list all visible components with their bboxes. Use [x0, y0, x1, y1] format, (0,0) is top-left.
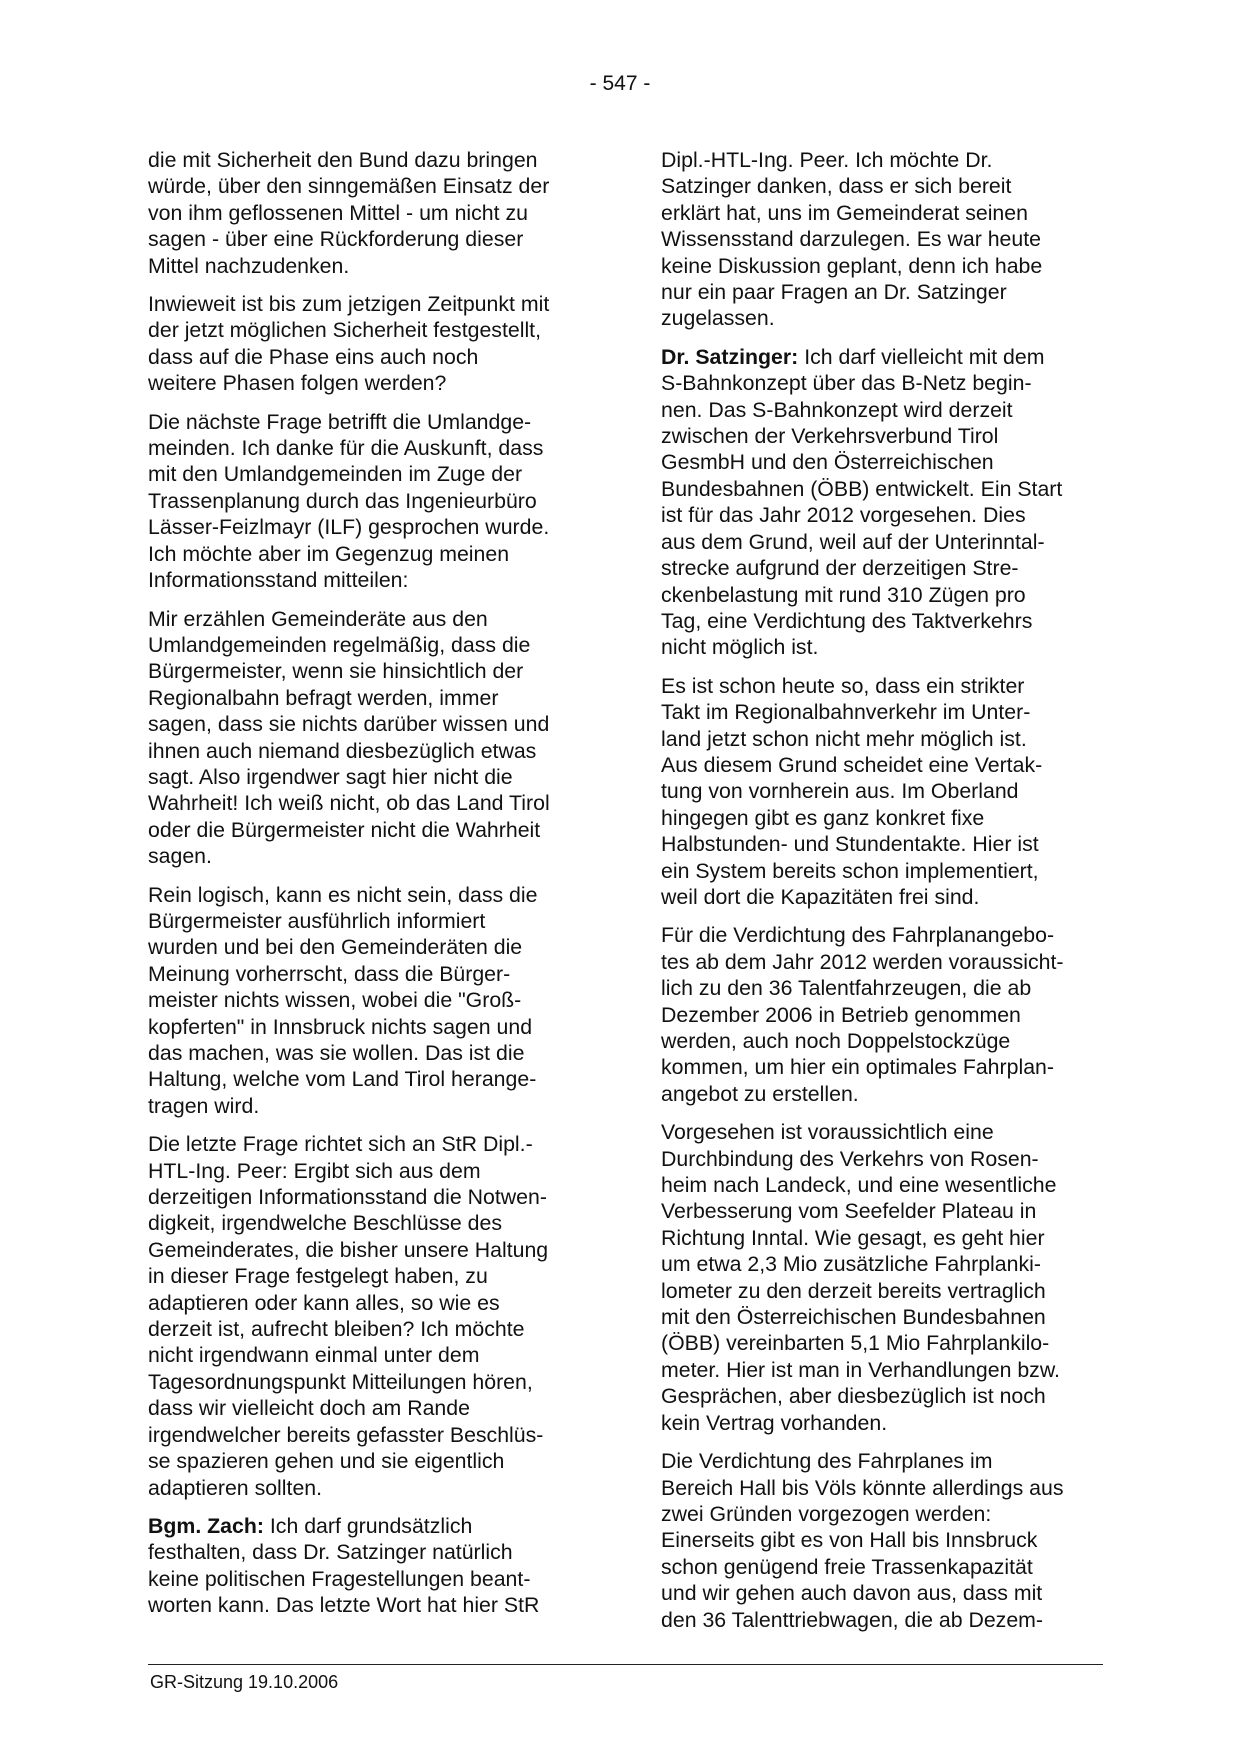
text-line: sagt. Also irgendwer sagt hier nicht die [148, 764, 513, 789]
text-line: Satzinger danken, dass er sich bereit [661, 174, 1012, 199]
text-line: kopferten" in Innsbruck nichts sagen und [148, 1014, 533, 1039]
text-line: weitere Phasen folgen werden? [148, 371, 447, 396]
text-line: sagen, dass sie nichts darüber wissen und [148, 712, 550, 737]
text-line: lometer zu den derzeit bereits vertraglich [661, 1278, 1046, 1303]
text-line: weil dort die Kapazitäten frei sind. [661, 884, 980, 909]
text-line: kein Vertrag vorhanden. [661, 1410, 888, 1435]
text-line: Mir erzählen Gemeinderäte aus den [148, 606, 488, 631]
text-line: Rein logisch, kann es nicht sein, dass die [148, 882, 538, 907]
text-line: nur ein paar Fragen an Dr. Satzinger [661, 280, 1007, 305]
text-line: zwischen der Verkehrsverbund Tirol [661, 424, 999, 449]
text-line: Gesprächen, aber diesbezüglich ist noch [661, 1384, 1046, 1409]
text-line: Informationsstand mitteilen: [148, 568, 409, 593]
text-line: keine Diskussion geplant, denn ich habe [661, 253, 1043, 278]
text-line: das machen, was sie wollen. Das ist die [148, 1041, 525, 1065]
text-line: Richtung Inntal. Wie gesagt, es geht hier [661, 1225, 1045, 1250]
text-line: schon genügend freie Trassenkapazität [661, 1554, 1033, 1579]
paragraph [148, 1131, 588, 1501]
text-line: kommen, um hier ein optimales Fahrplan- [661, 1055, 1054, 1080]
text-line: se spazieren gehen und sie eigentlich [148, 1449, 505, 1474]
paragraph [661, 344, 1111, 661]
paragraph [148, 147, 588, 279]
text-line: von ihm geflossenen Mittel - um nicht zu [148, 200, 528, 225]
text-line: Für die Verdichtung des Fahrplanangebo- [661, 923, 1055, 948]
text-line: um etwa 2,3 Mio zusätzliche Fahrplanki- [661, 1252, 1041, 1277]
text-line: worten kann. Das letzte Wort hat hier StR [148, 1593, 540, 1618]
text-line: irgendwelcher bereits gefasster Beschlüs- [148, 1422, 544, 1447]
text-line: mit den Österreichischen Bundesbahnen [661, 1305, 1046, 1330]
text-line: lich zu den 36 Talentfahrzeugen, die ab [661, 976, 1032, 1001]
text-line: dass auf die Phase eins auch noch [148, 344, 479, 369]
text-line: zugelassen. [661, 306, 775, 331]
text-line: ein System bereits schon implementiert, [661, 858, 1039, 883]
text-line: mit den Umlandgemeinden im Zuge der [148, 462, 523, 487]
text-line: Ich darf grundsätzlich [263, 1513, 473, 1538]
text-line: Dipl.-HTL-Ing. Peer. Ich möchte Dr. [661, 148, 993, 172]
paragraph [148, 409, 588, 594]
text-line: Aus diesem Grund scheidet eine Vertak- [661, 752, 1043, 777]
text-line: dass wir vielleicht doch am Rande [148, 1396, 470, 1421]
right-text-column [661, 147, 1111, 1645]
text-line: werden, auch noch Doppelstockzüge [661, 1029, 1011, 1053]
text-line: Einerseits gibt es von Hall bis Innsbruck [661, 1528, 1038, 1553]
left-text-column [148, 147, 588, 1631]
text-line: angebot zu erstellen. [661, 1081, 859, 1106]
text-line: Tagesordnungspunkt Mitteilungen hören, [148, 1369, 533, 1394]
text-line: Umlandgemeinden regelmäßig, dass die [148, 632, 531, 657]
text-line: ckenbelastung mit rund 310 Zügen pro [661, 582, 1026, 607]
text-line: adaptieren oder kann alles, so wie es [148, 1290, 500, 1315]
text-line: nen. Das S-Bahnkonzept wird derzeit [661, 397, 1013, 422]
text-line: Dezember 2006 in Betrieb genommen [661, 1002, 1021, 1027]
text-line: zwei Gründen vorgezogen werden: [661, 1501, 992, 1526]
text-line: Es ist schon heute so, dass ein strikter [661, 673, 1025, 698]
text-line: meister nichts wissen, wobei die "Groß- [148, 988, 522, 1013]
text-line: den 36 Talenttriebwagen, die ab Dezem- [661, 1607, 1044, 1632]
text-line: und wir gehen auch davon aus, dass mit [661, 1581, 1043, 1606]
text-line: heim nach Landeck, und eine wesentliche [661, 1173, 1057, 1198]
text-line: Halbstunden- und Stundentakte. Hier ist [661, 832, 1039, 857]
text-line: GesmbH und den Österreichischen [661, 450, 994, 475]
text-line: Bürgermeister, wenn sie hinsichtlich der [148, 659, 524, 684]
paragraph [148, 1513, 588, 1619]
text-line: hingegen gibt es ganz konkret fixe [661, 805, 985, 830]
footer-session-date: GR-Sitzung 19.10.2006 [150, 1672, 339, 1692]
page-number: - 547 - [589, 72, 651, 95]
paragraph [148, 291, 588, 397]
text-line: Vorgesehen ist voraussichtlich eine [661, 1120, 994, 1145]
text-line: Meinung vorherrscht, dass die Bürger- [148, 961, 511, 986]
text-line: Trassenplanung durch das Ingenieurbüro [148, 488, 537, 513]
text-line: Verbesserung vom Seefelder Plateau in [661, 1199, 1037, 1224]
text-line: Die nächste Frage betrifft die Umlandge- [148, 409, 532, 434]
text-line: würde, über den sinngemäßen Einsatz der [148, 174, 550, 199]
paragraph [661, 922, 1111, 1107]
text-line: keine politischen Fragestellungen beant- [148, 1566, 531, 1591]
speaker-name: Bgm. Zach: [148, 1513, 264, 1538]
text-line: oder die Bürgermeister nicht die Wahrheit [148, 817, 541, 842]
text-line: derzeit ist, aufrecht bleiben? Ich möchte [148, 1317, 525, 1342]
paragraph [661, 673, 1111, 911]
text-line: Inwieweit ist bis zum jetzigen Zeitpunkt mit [148, 292, 550, 317]
text-line: sagen - über eine Rückforderung dieser [148, 227, 524, 252]
text-line: Lässer-Feizlmayr (ILF) gesprochen wurde. [148, 515, 550, 540]
paragraph [661, 1448, 1111, 1633]
text-line: tung von vornherein aus. Im Oberland [661, 779, 1019, 804]
paragraph [661, 147, 1111, 332]
text-line: derzeitigen Informationsstand die Notwen- [148, 1185, 547, 1210]
paragraph [148, 606, 588, 870]
text-line: Tag, eine Verdichtung des Taktverkehrs [661, 608, 1033, 633]
text-line: Wissensstand darzulegen. Es war heute [661, 227, 1041, 252]
text-line: aus dem Grund, weil auf der Unterinntal- [661, 529, 1045, 554]
text-line: ist für das Jahr 2012 vorgesehen. Dies [661, 503, 1026, 528]
paragraph [661, 1119, 1111, 1436]
text-line: nicht möglich ist. [661, 635, 819, 660]
text-line: sagen. [148, 844, 212, 869]
text-line: (ÖBB) vereinbarten 5,1 Mio Fahrplankilo- [661, 1331, 1050, 1356]
text-line: der jetzt möglichen Sicherheit festgestellt, [148, 318, 542, 343]
text-line: festhalten, dass Dr. Satzinger natürlich [148, 1540, 513, 1565]
text-line: wurden und bei den Gemeinderäten die [148, 935, 523, 960]
footer-divider [148, 1664, 1103, 1665]
text-line: strecke aufgrund der derzeitigen Stre- [661, 556, 1019, 581]
text-line: land jetzt schon nicht mehr möglich ist. [661, 726, 1027, 751]
text-line: adaptieren sollten. [148, 1475, 323, 1500]
text-line: Bundesbahnen (ÖBB) entwickelt. Ein Start [661, 476, 1063, 501]
text-line: S-Bahnkonzept über das B-Netz begin- [661, 371, 1032, 396]
text-line: HTL-Ing. Peer: Ergibt sich aus dem [148, 1158, 481, 1183]
text-line: meinden. Ich danke für die Auskunft, dass [148, 436, 544, 461]
text-line: ihnen auch niemand diesbezüglich etwas [148, 738, 537, 763]
text-line: erklärt hat, uns im Gemeinderat seinen [661, 200, 1028, 225]
text-line: in dieser Frage festgelegt haben, zu [148, 1264, 488, 1289]
text-line: Ich möchte aber im Gegenzug meinen [148, 541, 510, 566]
text-line: Ich darf vielleicht mit dem [798, 344, 1045, 369]
text-line: meter. Hier ist man in Verhandlungen bzw. [661, 1357, 1060, 1382]
text-line: Bürgermeister ausführlich informiert [148, 908, 486, 933]
text-line: Wahrheit! Ich weiß nicht, ob das Land Tirol [148, 791, 550, 816]
text-line: Die letzte Frage richtet sich an StR Dipl.- [148, 1132, 533, 1157]
text-line: Haltung, welche vom Land Tirol herange- [148, 1067, 537, 1092]
text-line: Gemeinderates, die bisher unsere Haltung [148, 1237, 549, 1262]
text-line: nicht irgendwann einmal unter dem [148, 1343, 480, 1368]
paragraph [148, 882, 588, 1120]
text-line: die mit Sicherheit den Bund dazu bringen [148, 148, 538, 172]
text-line: Takt im Regionalbahnverkehr im Unter- [661, 700, 1031, 725]
text-line: Mittel nachzudenken. [148, 253, 350, 278]
text-line: digkeit, irgendwelche Beschlüsse des [148, 1211, 502, 1236]
text-line: Bereich Hall bis Völs könnte allerdings aus [661, 1475, 1064, 1500]
text-line: Die Verdichtung des Fahrplanes im [661, 1449, 993, 1474]
text-line: Regionalbahn befragt werden, immer [148, 685, 499, 710]
text-line: Durchbindung des Verkehrs von Rosen- [661, 1146, 1039, 1171]
text-line: tes ab dem Jahr 2012 werden voraussicht- [661, 949, 1064, 974]
text-line: tragen wird. [148, 1093, 260, 1118]
speaker-name: Dr. Satzinger: [661, 344, 799, 369]
